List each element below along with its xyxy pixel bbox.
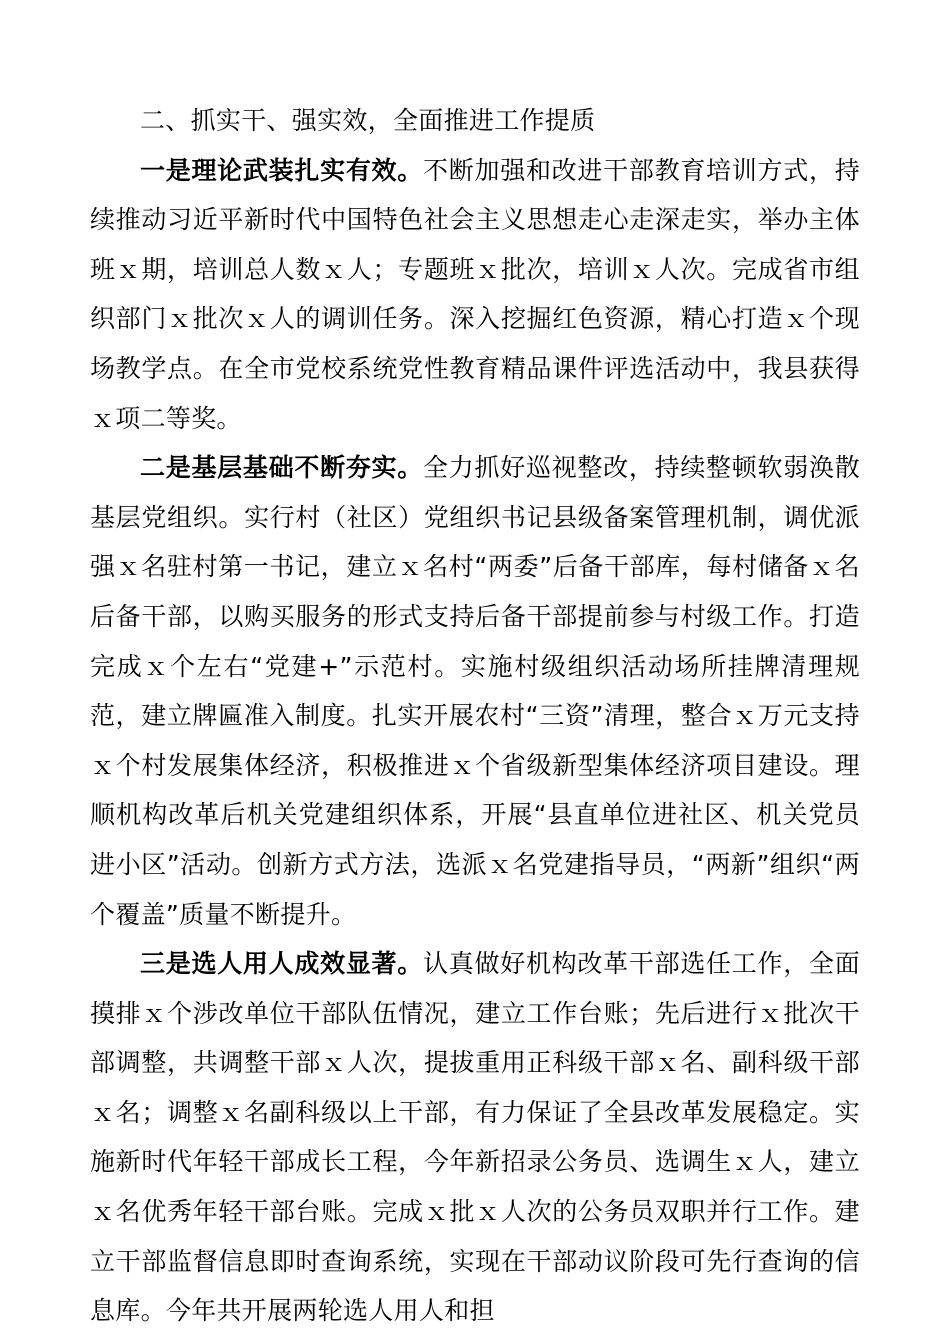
paragraph-lead: 一是理论武装扎实有效。: [140, 155, 424, 185]
paragraph-lead: 二是基层基础不断夯实。: [140, 453, 424, 483]
paragraph-theory: [90, 146, 860, 444]
section-heading: 二、抓实干、强实效，全面推进工作提质: [140, 106, 596, 135]
document-body: [90, 96, 860, 1336]
paragraph-personnel: [90, 939, 860, 1336]
paragraph-body: 不断加强和改进干部教育培训方式，持续推动习近平新时代中国特色社会主义思想走心走深走实，举办主体班ｘ期，培训总人数ｘ人；专题班ｘ批次，培训ｘ人次。完成省市组织部门ｘ批次ｘ人的调训任务。深入挖掘红色资源，精心打造ｘ个现场教学点。在全市党校系统党性教育精品课件评选活动中，我县获得ｘ项二等奖。: [90, 155, 860, 433]
paragraph-body: 全力抓好巡视整改，持续整顿软弱涣散基层党组织。实行村（社区）党组织书记县级备案管理机制，调优派强ｘ名驻村第一书记，建立ｘ名村“两委”后备干部库，每村储备ｘ名后备干部，以购买服务的形式支持后备干部提前参与村级工作。打造完成ｘ个左右“党建+”示范村。实施村级组织活动场所挂牌清理规范，建立牌匾准入制度。扎实开展农村“三资”清理，整合ｘ万元支持ｘ个村发展集体经济，积极推进ｘ个省级新型集体经济项目建设。理顺机构改革后机关党建组织体系，开展“县直单位进社区、机关党员进小区”活动。创新方式方法，选派ｘ名党建指导员，“两新”组织“两个覆盖”质量不断提升。: [90, 453, 860, 929]
paragraph-grassroots: [90, 443, 860, 939]
paragraph-body: 认真做好机构改革干部选任工作，全面摸排ｘ个涉改单位干部队伍情况，建立工作台账；先后进行ｘ批次干部调整，共调整干部ｘ人次，提拔重用正科级干部ｘ名、副科级干部ｘ名；调整ｘ名副科级以上干部，有力保证了全县改革发展稳定。实施新时代年轻干部成长工程，今年新招录公务员、选调生ｘ人，建立ｘ名优秀年轻干部台账。完成ｘ批ｘ人次的公务员双职并行工作。建立干部监督信息即时查询系统，实现在干部动议阶段可先行查询的信息库。今年共开展两轮选人用人和担: [90, 949, 860, 1326]
paragraph-lead: 三是选人用人成效显著。: [140, 949, 424, 979]
